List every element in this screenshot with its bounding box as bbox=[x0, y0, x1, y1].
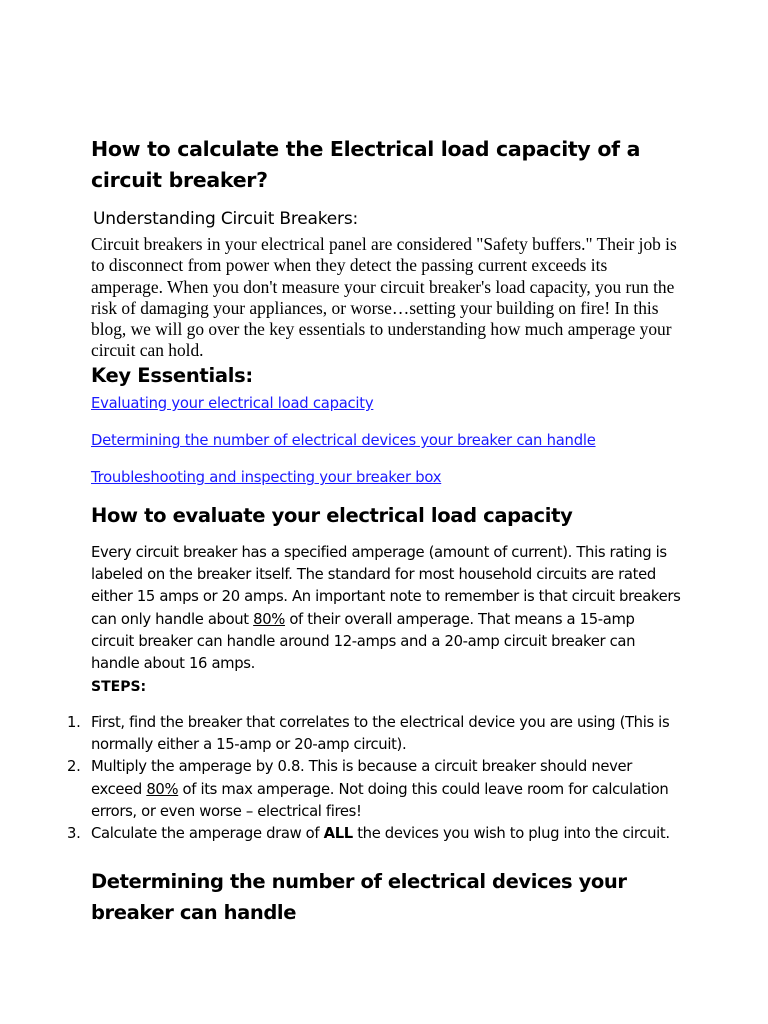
intro-paragraph: Circuit breakers in your electrical panel are considered "Safety buffers." Their job is to disconnect from power when they detect the passing current exceeds its amperage. When you don't measure your circuit breaker's load capacity, you run the risk of damaging your appliances, or worse…setting your building on fire! In this blog, we will go over the key essentials to understanding how much amperage your circuit can hold. bbox=[91, 234, 677, 361]
link-evaluating-load-capacity[interactable]: Evaluating your electrical load capacity bbox=[91, 395, 374, 412]
list-text: the devices you wish to plug into the circuit. bbox=[352, 825, 670, 843]
list-number: 3. bbox=[67, 825, 81, 843]
list-text: First, find the breaker that correlates to the electrical device you are using (This is normally either a 15-amp or 20-amp circuit). bbox=[91, 714, 670, 754]
steps-list bbox=[67, 712, 681, 845]
document-title: How to calculate the Electrical load capacity of a circuit breaker? bbox=[91, 137, 641, 192]
link-determining-devices[interactable]: Determining the number of electrical devices your breaker can handle bbox=[91, 432, 596, 449]
key-essentials-heading: Key Essentials: bbox=[91, 364, 253, 387]
list-item bbox=[67, 756, 681, 823]
list-text: of its max amperage. Not doing this could leave room for calculation errors, or even worse – electrical fires! bbox=[91, 780, 669, 820]
subheading: Understanding Circuit Breakers: bbox=[93, 209, 359, 229]
body-text: of their overall amperage. That means a 15-amp circuit breaker can handle around 12-amps and a 20-amp circuit breaker can handle about 16 amps. bbox=[91, 610, 636, 673]
underlined-percent: 80% bbox=[253, 610, 285, 628]
body-text: Every circuit breaker has a specified amperage (amount of current). This rating is labeled on the breaker itself. The standard for most household circuits are rated either 15 amps or 20 amps. An important note to remember is that circuit breakers can only handle about bbox=[91, 544, 681, 628]
list-text: Multiply the amperage by 0.8. This is because a circuit breaker should never exceed bbox=[91, 758, 633, 798]
list-item bbox=[67, 823, 681, 845]
list-text: Calculate the amperage draw of bbox=[91, 825, 324, 843]
steps-label: STEPS: bbox=[91, 679, 147, 695]
list-number: 2. bbox=[67, 758, 81, 776]
section-determining-heading: Determining the number of electrical devices your breaker can handle bbox=[91, 870, 627, 924]
link-troubleshooting-breaker-box[interactable]: Troubleshooting and inspecting your breaker box bbox=[91, 469, 442, 486]
list-item bbox=[67, 712, 681, 756]
section-evaluate-body bbox=[91, 542, 681, 675]
bold-word: ALL bbox=[323, 825, 353, 843]
list-number: 1. bbox=[67, 714, 81, 731]
section-evaluate-heading: How to evaluate your electrical load capacity bbox=[91, 504, 573, 527]
underlined-percent: 80% bbox=[146, 780, 179, 798]
